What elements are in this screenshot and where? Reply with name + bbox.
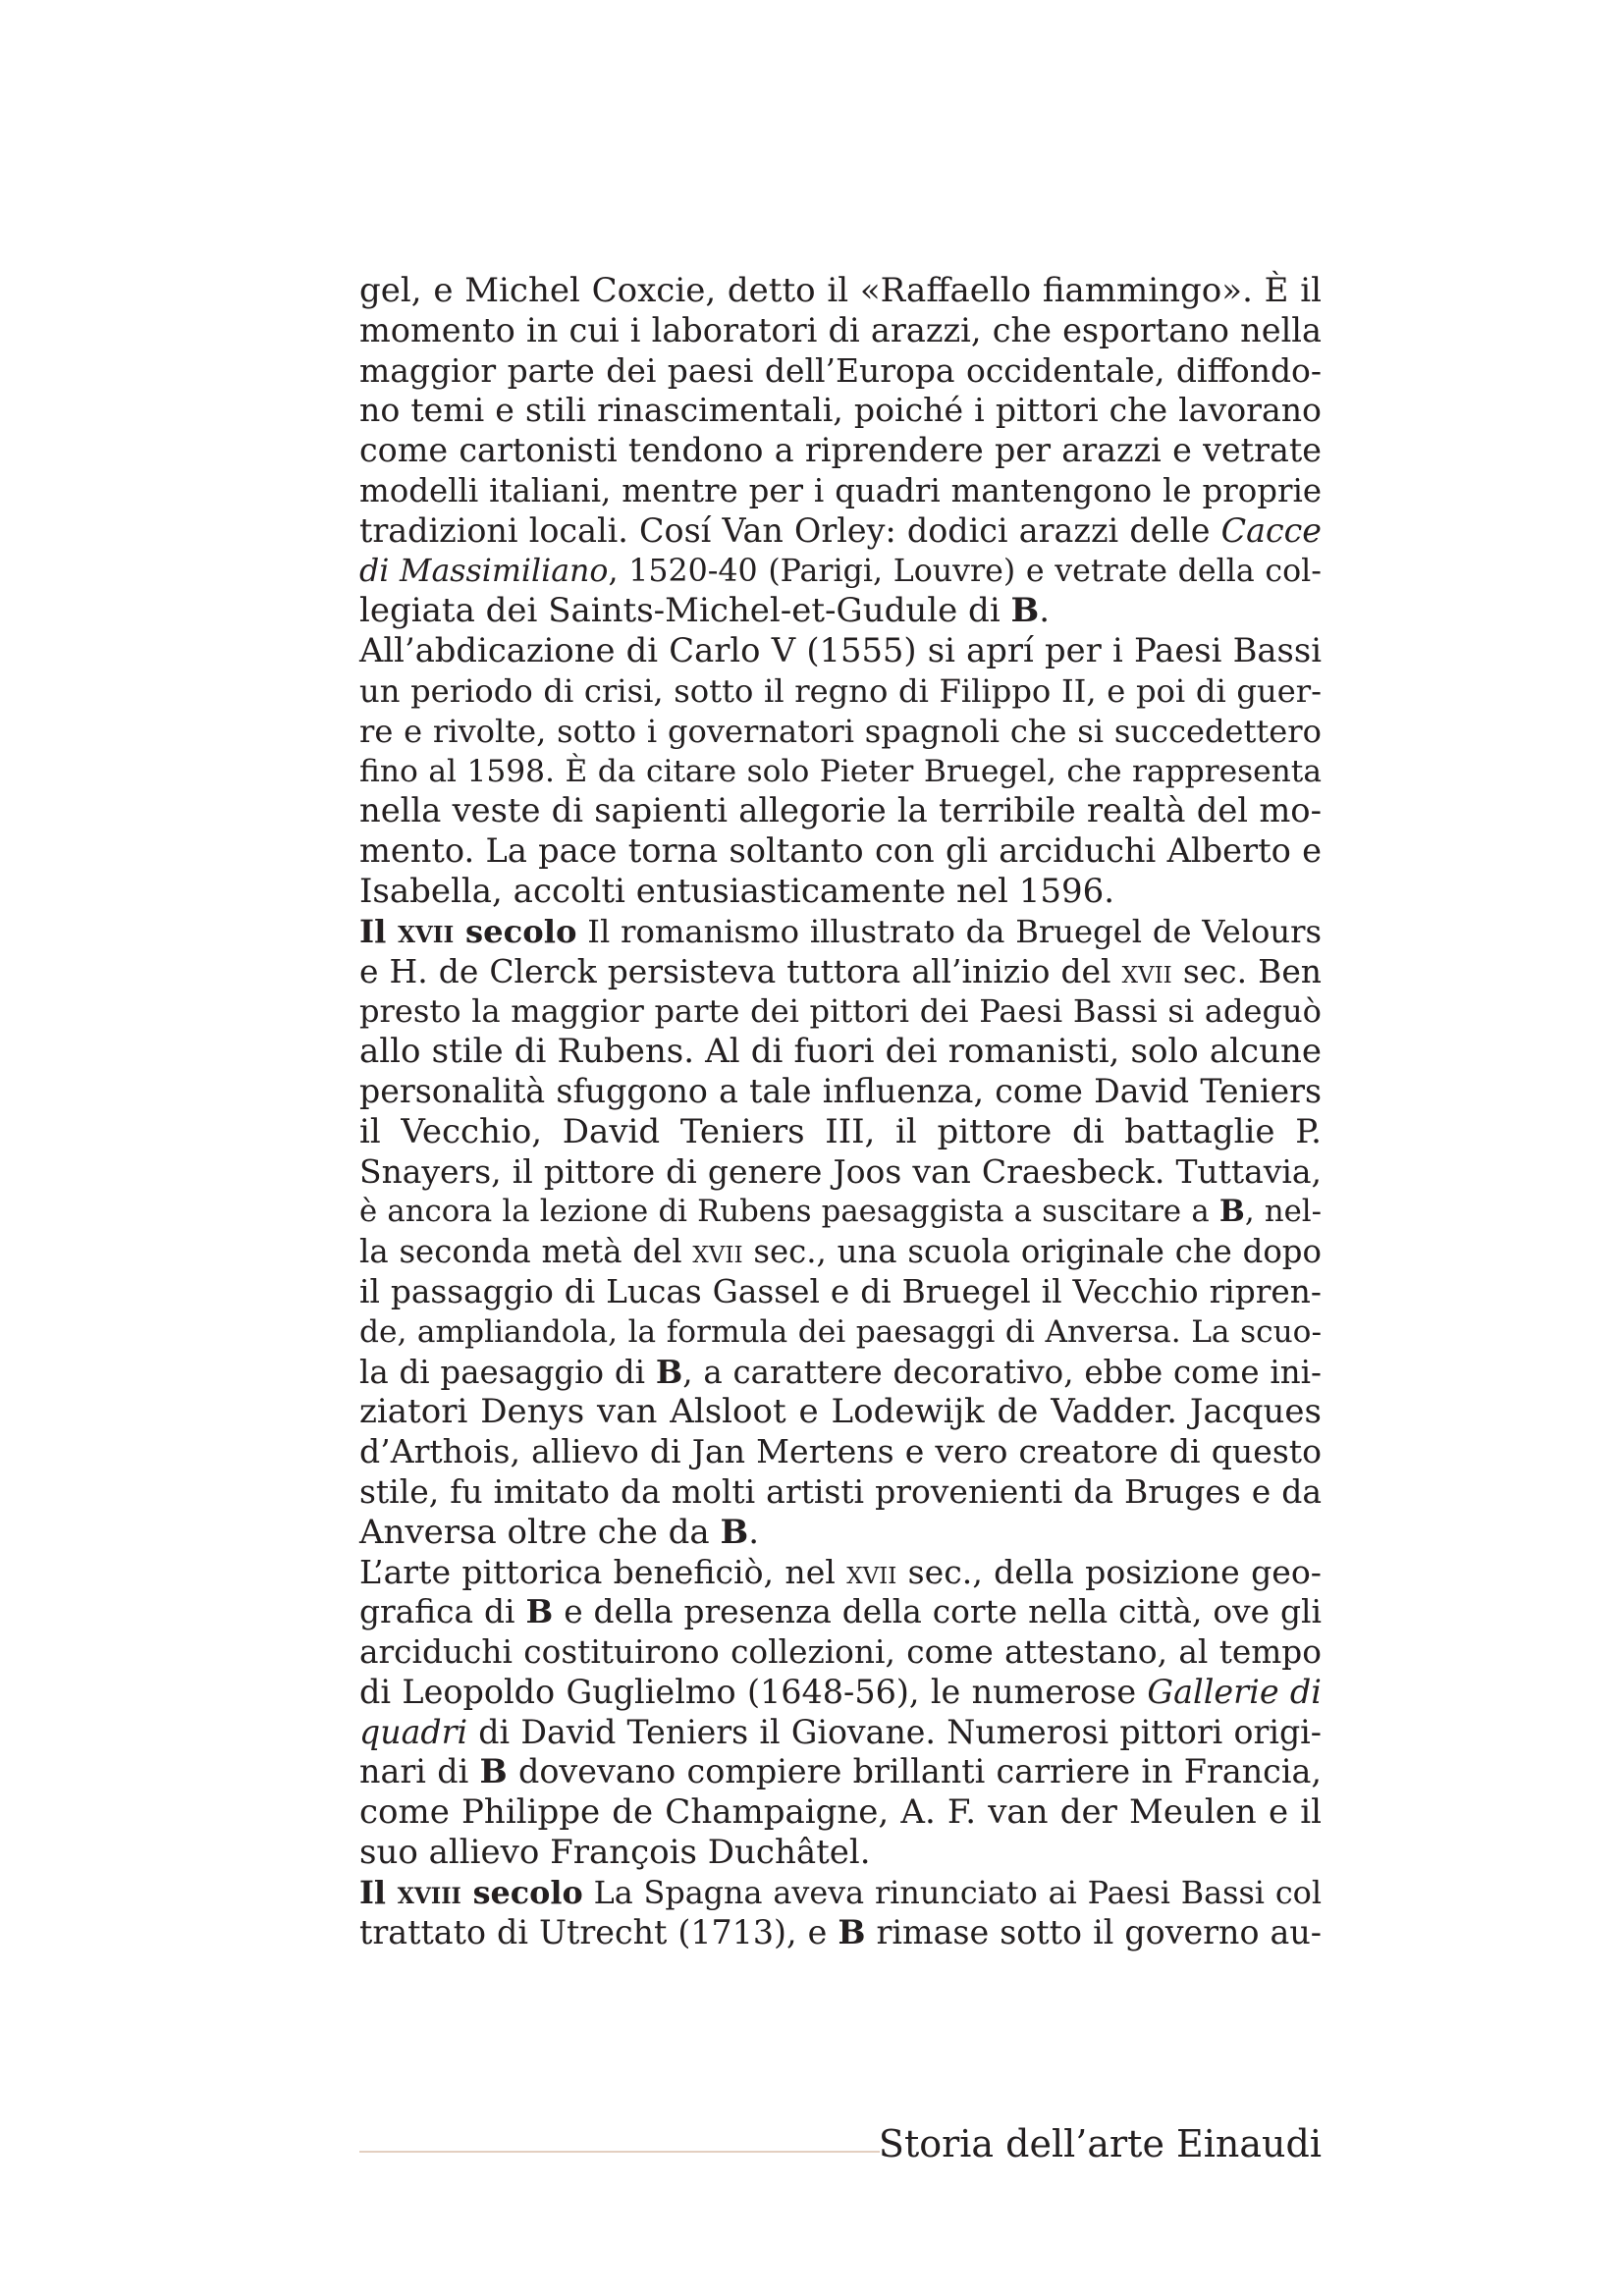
text-line <box>359 271 1322 311</box>
text-segment: All’abdicazione di Carlo V (1555) si aprí per i Paesi Bassi <box>359 631 1322 670</box>
text-segment: Il romanismo illustrato da Bruegel de Velours <box>576 912 1323 950</box>
text-segment: la di paesaggio di <box>359 1353 656 1391</box>
text-line <box>359 912 1322 952</box>
text-segment: re e rivolte, sotto i governatori spagnoli che si succedettero <box>359 712 1322 750</box>
text-segment: B <box>1010 591 1040 631</box>
text-segment: sec., della posizione geo- <box>896 1552 1322 1591</box>
text-segment: e H. de Clerck persisteva tuttora all’inizio del <box>359 951 1122 990</box>
text-line <box>359 311 1322 351</box>
text-segment: di Leopoldo Guglielmo (1648-56), le numerose <box>359 1672 1148 1711</box>
text-segment: Cacce <box>1220 510 1322 550</box>
text-segment: fino al 1598. È da citare solo Pieter Bruegel, che rappresenta <box>359 753 1322 789</box>
text-line <box>359 1392 1322 1432</box>
text-segment: B <box>838 1912 866 1951</box>
text-segment: Isabella, accolti entusiasticamente nel 1596. <box>359 871 1115 911</box>
text-line <box>359 1873 1322 1913</box>
text-segment: personalità sfuggono a tale influenza, come David Teniers <box>359 1071 1322 1110</box>
text-line <box>359 1513 1322 1553</box>
text-line <box>359 1192 1322 1232</box>
text-segment: xvii <box>398 912 455 950</box>
text-line <box>359 1112 1322 1152</box>
text-line <box>359 1353 1322 1393</box>
text-segment: arciduchi costituirono collezioni, come attestano, al tempo <box>359 1633 1322 1672</box>
text-line <box>359 791 1322 831</box>
text-segment: come Philippe de Champaigne, A. F. van der Meulen e il <box>359 1792 1322 1833</box>
text-segment: mento. La pace torna soltanto con gli arciduchi Alberto e <box>359 831 1322 871</box>
body-text <box>359 271 1322 1952</box>
text-segment: xvii <box>692 1233 743 1271</box>
text-segment: secolo <box>454 912 577 950</box>
text-segment: di David Teniers il Giovane. Numerosi pittori origi- <box>467 1712 1322 1751</box>
text-segment: nella veste di sapienti allegorie la terribile realtà del mo- <box>359 791 1322 830</box>
text-segment: allo stile di Rubens. Al di fuori dei romanisti, solo alcune <box>359 1032 1322 1072</box>
text-segment: d’Arthois, allievo di Jan Mertens e vero creatore di questo <box>359 1432 1322 1471</box>
text-line <box>359 1272 1322 1312</box>
text-segment: la seconda metà del <box>359 1233 693 1271</box>
text-segment: rimase sotto il governo au- <box>865 1912 1323 1951</box>
text-line <box>359 1792 1322 1833</box>
text-segment: un periodo di crisi, sotto il regno di Filippo II, e poi di guer- <box>359 671 1322 710</box>
text-segment: B <box>655 1353 683 1391</box>
text-segment: gel, e Michel Coxcie, detto il «Raffaello fiammingo». È il <box>359 271 1322 310</box>
text-line <box>359 631 1322 671</box>
text-segment: La Spagna aveva rinunciato ai Paesi Bassi col <box>582 1873 1322 1911</box>
text-line <box>359 471 1322 511</box>
text-line <box>359 1472 1322 1513</box>
text-segment: Snayers, il pittore di genere Joos van Craesbeck. Tuttavia, <box>359 1151 1322 1191</box>
text-line <box>359 671 1322 712</box>
text-line <box>359 1713 1322 1753</box>
text-segment: , 1520-40 (Parigi, Louvre) e vetrate della col- <box>608 553 1322 589</box>
text-line <box>359 831 1322 872</box>
text-line <box>359 872 1322 912</box>
text-segment: xviii <box>397 1873 461 1911</box>
text-segment: momento in cui i laboratori di arazzi, che esportano nella <box>359 310 1322 349</box>
text-segment: B <box>525 1592 554 1631</box>
text-line <box>359 1752 1322 1792</box>
text-line <box>359 1152 1322 1193</box>
text-segment: grafica di <box>359 1593 526 1631</box>
text-segment: sec., una scuola originale che dopo <box>742 1233 1322 1271</box>
text-line <box>359 1592 1322 1632</box>
text-segment: de, ampliandola, la formula dei paesaggi di Anversa. La scuo- <box>359 1313 1322 1350</box>
text-segment: suo allievo François Duchâtel. <box>359 1833 871 1873</box>
text-segment: stile, fu imitato da molti artisti provenienti da Bruges e da <box>359 1471 1322 1511</box>
text-segment: , a carattere decorativo, ebbe come ini- <box>682 1353 1322 1391</box>
text-segment: legiata dei Saints-Michel-et-Gudule di <box>359 591 1011 631</box>
text-line <box>359 351 1322 392</box>
text-segment: come cartonisti tendono a riprendere per arazzi e vetrate <box>359 431 1322 470</box>
text-segment: il Vecchio, David Teniers III, il pittore di battaglie P. <box>359 1111 1322 1151</box>
text-segment: secolo <box>460 1873 583 1911</box>
text-segment: modelli italiani, mentre per i quadri mantengono le proprie <box>359 471 1322 509</box>
text-segment: nari di <box>359 1752 480 1791</box>
text-segment: B <box>1218 1194 1245 1230</box>
text-line <box>359 1632 1322 1673</box>
text-segment: maggior parte dei paesi dell’Europa occidentale, diffondo- <box>359 350 1322 390</box>
text-line <box>359 391 1322 431</box>
text-segment: , nel- <box>1244 1194 1322 1230</box>
text-segment: e della presenza della corte nella città, ove gli <box>553 1593 1322 1631</box>
text-segment: no temi e stili rinascimentali, poiché i pittori che lavorano <box>359 391 1322 430</box>
text-line <box>359 431 1322 471</box>
text-segment: tradizioni locali. Cosí Van Orley: dodici arazzi delle <box>359 510 1221 550</box>
text-segment: Il <box>359 1873 398 1911</box>
text-segment: Anversa oltre che da <box>359 1512 721 1552</box>
text-segment: B <box>720 1512 749 1552</box>
text-line <box>359 1312 1322 1353</box>
text-segment: sec. Ben <box>1171 951 1322 990</box>
text-segment: . <box>748 1512 760 1552</box>
footer-rule <box>359 2151 880 2153</box>
text-line <box>359 952 1322 992</box>
text-segment: quadri <box>359 1712 468 1751</box>
text-line <box>359 511 1322 552</box>
text-line <box>359 591 1322 631</box>
text-line <box>359 1553 1322 1593</box>
text-line <box>359 1673 1322 1713</box>
text-segment: presto la maggior parte dei pittori dei Paesi Bassi si adeguò <box>359 992 1322 1031</box>
text-line <box>359 1913 1322 1953</box>
text-segment: dovevano compiere brillanti carriere in Francia, <box>507 1752 1322 1791</box>
text-segment: trattato di Utrecht (1713), e <box>359 1912 839 1951</box>
text-segment: L’arte pittorica beneficiò, nel <box>359 1552 847 1591</box>
text-segment: xvii <box>846 1552 897 1591</box>
text-segment: è ancora la lezione di Rubens paesaggista a suscitare a <box>359 1194 1219 1230</box>
text-segment: di Massimiliano <box>359 553 609 589</box>
text-segment: il passaggio di Lucas Gassel e di Bruegel il Vecchio ripren- <box>359 1272 1322 1310</box>
text-line <box>359 552 1322 592</box>
text-line <box>359 1072 1322 1112</box>
text-segment: Il <box>359 912 399 950</box>
text-segment: B <box>479 1752 508 1791</box>
text-segment: ziatori Denys van Alsloot e Lodewijk de Vadder. Jacques <box>359 1392 1322 1432</box>
text-line <box>359 991 1322 1032</box>
text-line <box>359 1232 1322 1272</box>
text-line <box>359 1032 1322 1072</box>
text-line <box>359 1432 1322 1472</box>
text-line <box>359 712 1322 752</box>
text-line <box>359 1833 1322 1873</box>
text-segment: Gallerie di <box>1147 1672 1322 1711</box>
text-line <box>359 752 1322 792</box>
text-segment: . <box>1039 591 1051 631</box>
text-segment: xvii <box>1121 951 1172 990</box>
footer-title: Storia dell’arte Einaudi <box>878 2122 1322 2165</box>
